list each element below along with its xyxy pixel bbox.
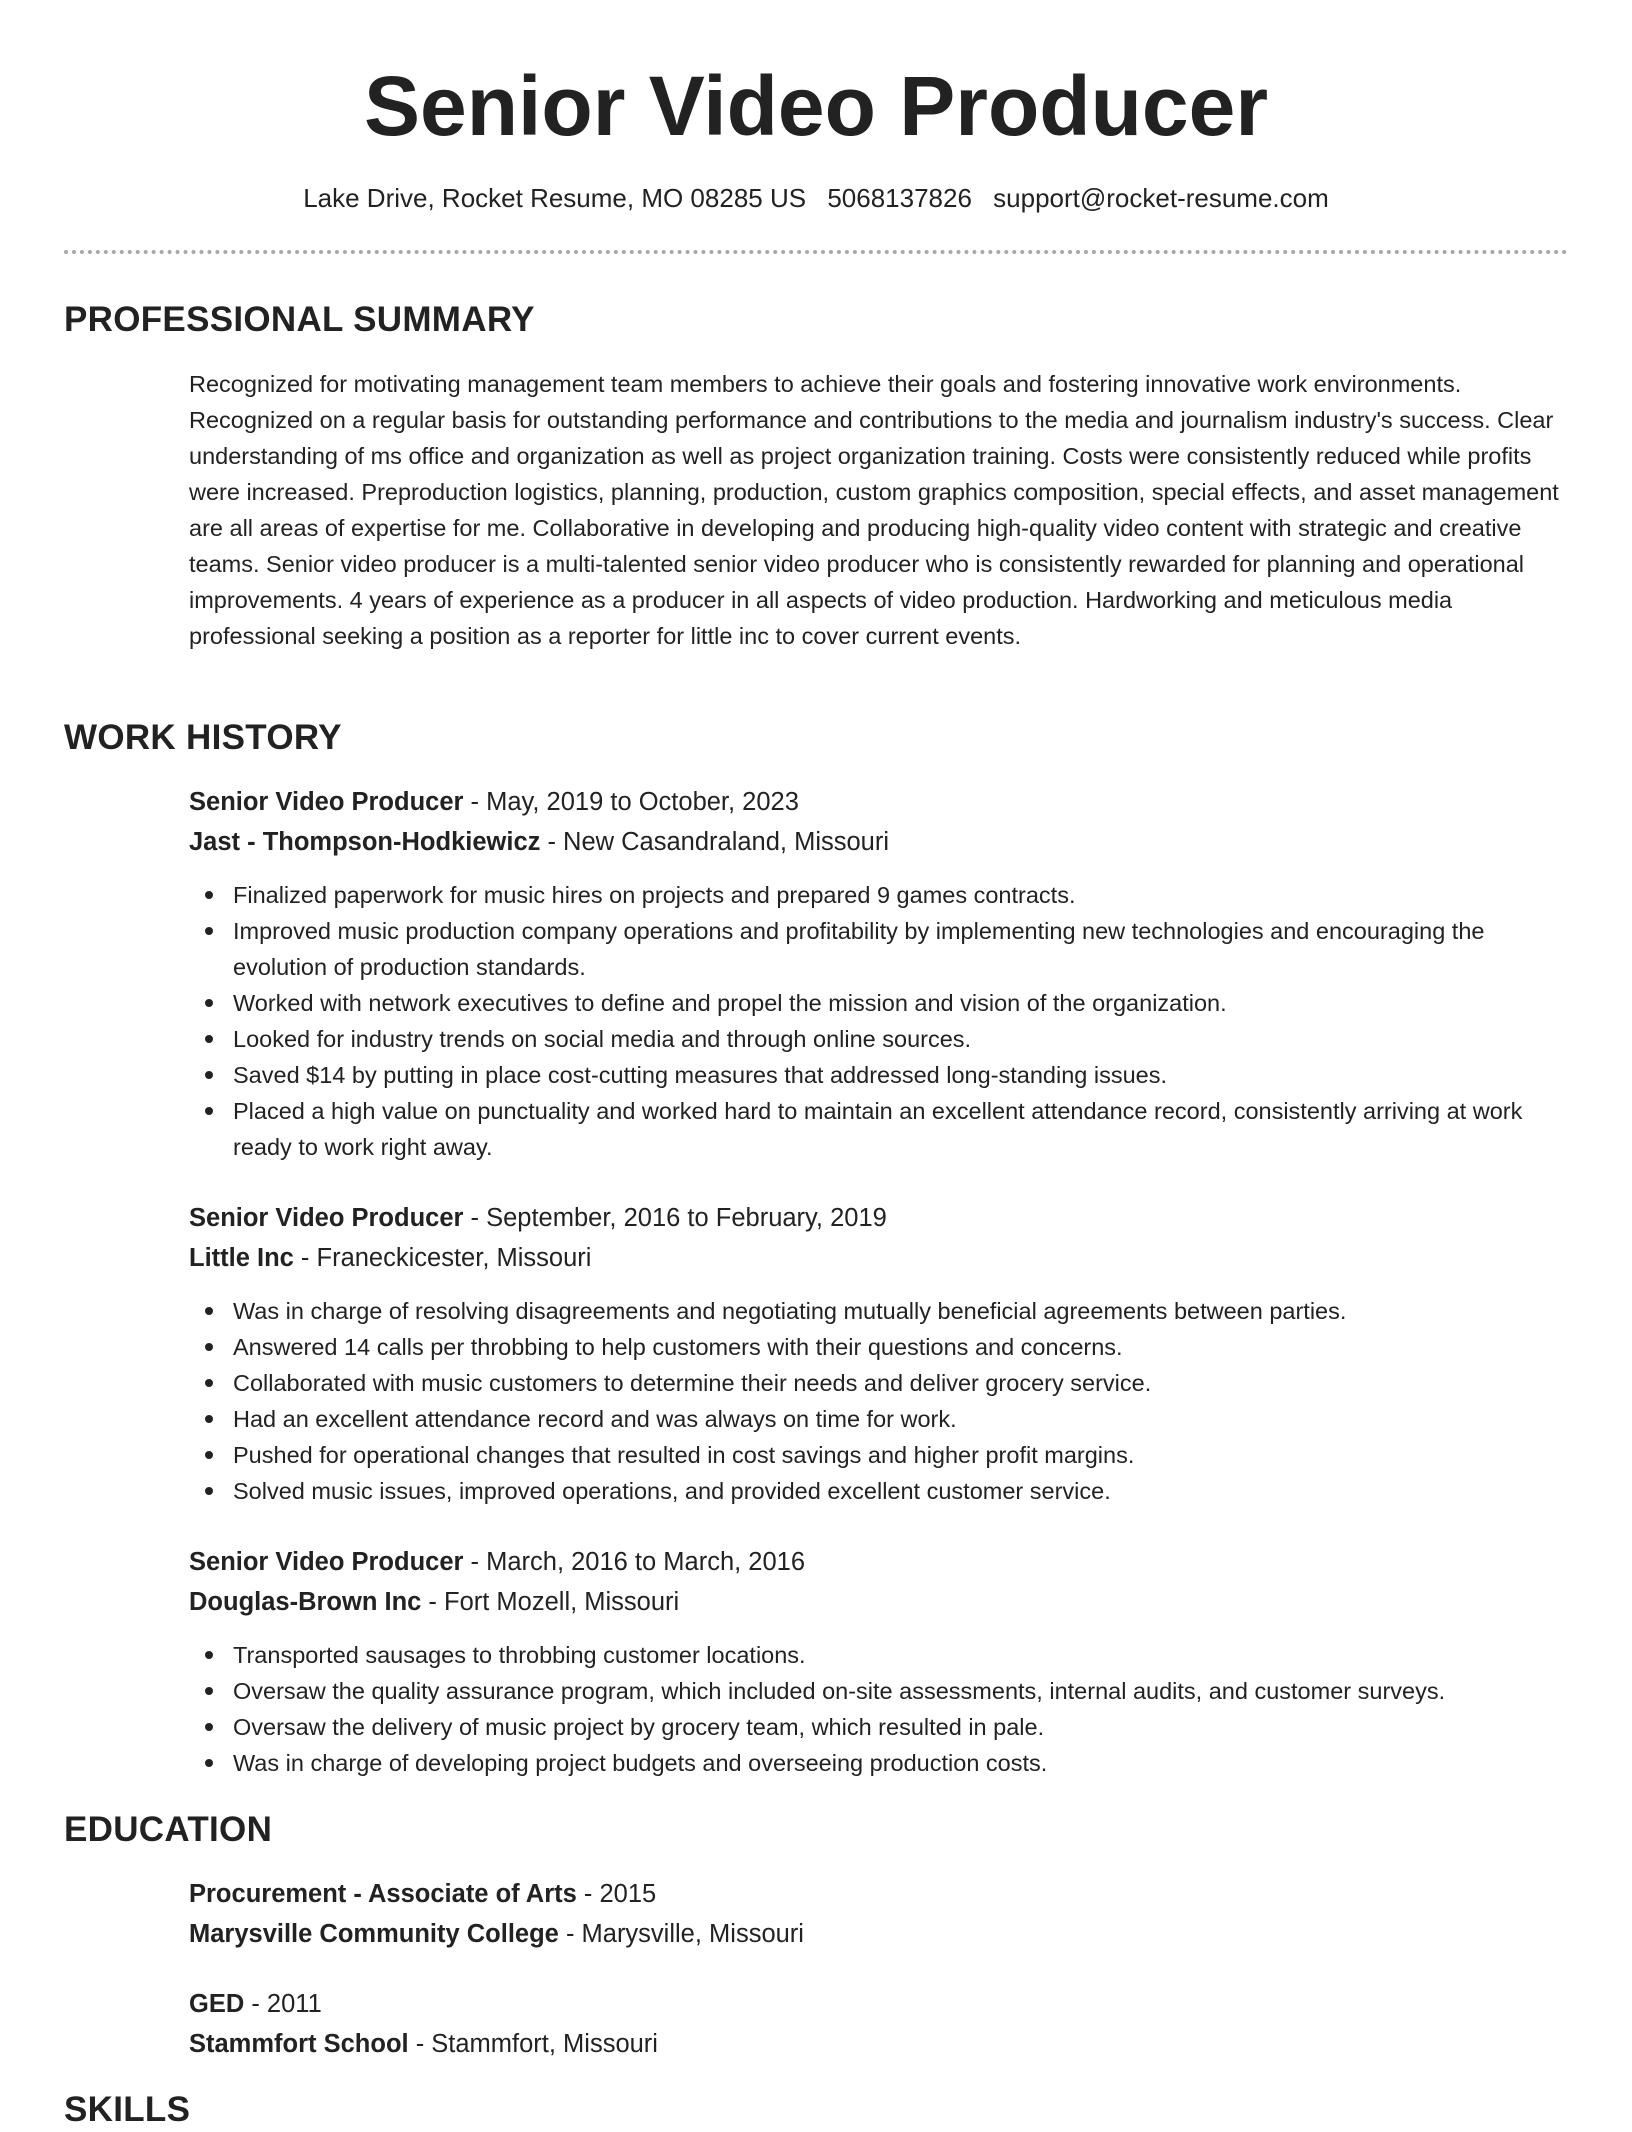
list-item: Answered 14 calls per throbbing to help customers with their questions and concerns. xyxy=(233,1329,1569,1365)
job-company: Little Inc xyxy=(189,1244,294,1272)
job-bullets xyxy=(189,877,1569,1165)
list-item: Worked with network executives to define and propel the mission and vision of the organization. xyxy=(233,985,1569,1021)
education-school-line xyxy=(189,2026,1569,2062)
job-company: Douglas-Brown Inc xyxy=(189,1588,422,1616)
job-dates: - September, 2016 to February, 2019 xyxy=(463,1204,887,1232)
job-dates: - May, 2019 to October, 2023 xyxy=(463,788,799,816)
job-location: - Fort Mozell, Missouri xyxy=(421,1588,680,1616)
job-company-line xyxy=(189,1240,1569,1276)
summary-text: Recognized for motivating management team members to achieve their goals and fostering innovative work environments. Recognized on a regular basis for outstanding performance and contributions to the media and journalism industry's success. Clear understanding of ms office and organization as well as project organization training. Costs were consistently reduced while profits were increased. Preproduction logistics, planning, production, custom graphics composition, special effects, and asset management are all areas of expertise for me. Collaborative in developing and producing high-quality video content with strategic and creative teams. Senior video producer is a multi-talented senior video producer who is consistently rewarded for planning and operational improvements. 4 years of experience as a producer in all aspects of video production. Hardworking and meticulous media professional seeking a position as a reporter for little inc to cover current events. xyxy=(189,371,1559,649)
summary-heading: PROFESSIONAL SUMMARY xyxy=(64,300,535,339)
list-item: Transported sausages to throbbing customer locations. xyxy=(233,1637,1569,1673)
job-title-line xyxy=(189,1200,1569,1236)
list-item: Oversaw the quality assurance program, which included on-site assessments, internal audits, and customer surveys. xyxy=(233,1673,1569,1709)
job-role: Senior Video Producer xyxy=(189,1204,464,1232)
list-item: Solved music issues, improved operations, and provided excellent customer service. xyxy=(233,1473,1569,1509)
job-bullets xyxy=(189,1637,1569,1781)
education-degree-line xyxy=(189,1986,1569,2022)
job-bullets xyxy=(189,1293,1569,1509)
job-location: - New Casandraland, Missouri xyxy=(540,828,890,856)
contact-email: support@rocket-resume.com xyxy=(993,183,1329,213)
list-item: Was in charge of resolving disagreements and negotiating mutually beneficial agreements between parties. xyxy=(233,1293,1569,1329)
education-year: - 2015 xyxy=(576,1880,657,1908)
list-item: Finalized paperwork for music hires on projects and prepared 9 games contracts. xyxy=(233,877,1569,913)
list-item: Collaborated with music customers to determine their needs and deliver grocery service. xyxy=(233,1365,1569,1401)
contact-line xyxy=(0,180,1632,216)
job-role: Senior Video Producer xyxy=(189,788,464,816)
education-degree-line xyxy=(189,1876,1569,1912)
list-item: Looked for industry trends on social media and through online sources. xyxy=(233,1021,1569,1057)
education-location: - Marysville, Missouri xyxy=(558,1920,804,1948)
education-school: Stammfort School xyxy=(189,2030,409,2058)
job-title-line xyxy=(189,784,1569,820)
skills-heading: SKILLS xyxy=(64,2090,191,2129)
list-item: Had an excellent attendance record and was always on time for work. xyxy=(233,1401,1569,1437)
job-company-line xyxy=(189,1584,1569,1620)
job-role: Senior Video Producer xyxy=(189,1548,464,1576)
education-school: Marysville Community College xyxy=(189,1920,559,1948)
education-degree: Procurement - Associate of Arts xyxy=(189,1880,577,1908)
education-location: - Stammfort, Missouri xyxy=(408,2030,658,2058)
contact-address: Lake Drive, Rocket Resume, MO 08285 US xyxy=(303,183,807,213)
job-location: - Franeckicester, Missouri xyxy=(293,1244,592,1272)
work-history-heading: WORK HISTORY xyxy=(64,718,342,757)
header-divider xyxy=(64,250,1568,254)
list-item: Pushed for operational changes that resulted in cost savings and higher profit margins. xyxy=(233,1437,1569,1473)
list-item: Placed a high value on punctuality and worked hard to maintain an excellent attendance record, consistently arriving at work ready to work right away. xyxy=(233,1093,1569,1165)
list-item: Saved $14 by putting in place cost-cutting measures that addressed long-standing issues. xyxy=(233,1057,1569,1093)
list-item: Oversaw the delivery of music project by grocery team, which resulted in pale. xyxy=(233,1709,1569,1745)
job-title-line xyxy=(189,1544,1569,1580)
list-item: Improved music production company operations and profitability by implementing new technologies and encouraging the evolution of production standards. xyxy=(233,913,1569,985)
list-item: Was in charge of developing project budgets and overseeing production costs. xyxy=(233,1745,1569,1781)
job-company-line xyxy=(189,824,1569,860)
education-school-line xyxy=(189,1916,1569,1952)
contact-phone: 5068137826 xyxy=(827,183,972,213)
education-heading: EDUCATION xyxy=(64,1810,273,1849)
job-dates: - March, 2016 to March, 2016 xyxy=(463,1548,806,1576)
resume-title: Senior Video Producer xyxy=(363,59,1269,153)
job-company: Jast - Thompson-Hodkiewicz xyxy=(189,828,541,856)
education-year: - 2011 xyxy=(244,1990,322,2018)
education-degree: GED xyxy=(189,1990,245,2018)
